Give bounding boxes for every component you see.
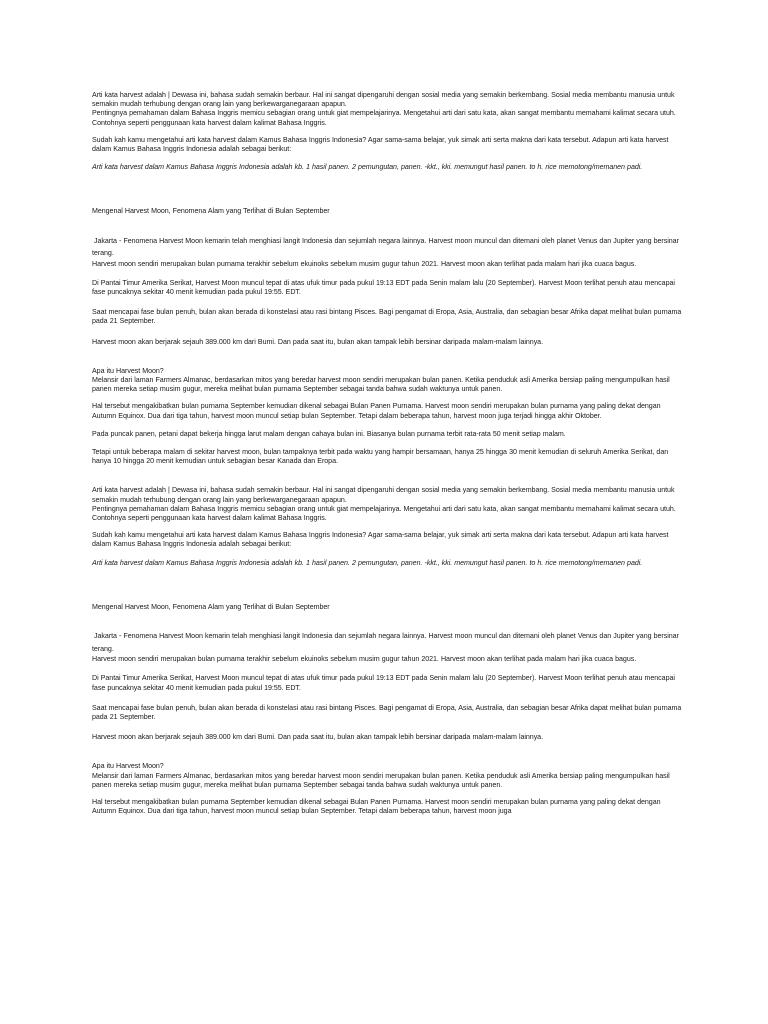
paragraph: Saat mencapai fase bulan penuh, bulan akan berada di konstelasi atau rasi bintang Pisces. Bagi pengamat di Eropa, Asia, Australia, dan sebagian besar Afrika dapat melihat bulan purnama pada 21 September. — [92, 308, 682, 326]
paragraph: Saat mencapai fase bulan penuh, bulan akan berada di konstelasi atau rasi bintang Pisces. Bagi pengamat di Eropa, Asia, Australia, dan sebagian besar Afrika dapat melihat bulan purnama pada 21 September. — [92, 703, 682, 721]
intro-paragraph: Arti kata harvest adalah | Dewasa ini, bahasa sudah semakin berbaur. Hal ini sangat dipengaruhi dengan sosial media yang semakin berkembang. Sosial media membantu manusia untuk semakin mudah terhubung dengan orang lain yang berkewarganegaraan apapun. — [92, 486, 675, 504]
definition-paragraph: Arti kata harvest dalam Kamus Bahasa Inggris Indonesia adalah kb. 1 hasil panen. 2 pemungutan, panen. -kkt., kki. memungut hasil panen. to h. rice memotong/memanen padi. — [92, 558, 643, 567]
article-title: Mengenal Harvest Moon, Fenomena Alam yang Terlihat di Bulan September — [92, 602, 330, 611]
paragraph: Melansir dari laman Farmers Almanac, berdasarkan mitos yang beredar harvest moon sendiri merupakan bulan panen. Ketika penduduk asli Amerika bersiap paling mengumpulkan hasil panen mereka setiap musim gugur, mereka melihat bulan purnama September sebagai tanda bahwa sudah waktunya untuk panen. — [92, 376, 670, 394]
paragraph: Tetapi untuk beberapa malam di sekitar harvest moon, bulan tampaknya terbit pada waktu yang hampir bersamaan, hanya 25 hingga 30 menit kemudian di seluruh Amerika Serikat, dan hanya 10 hingga 20 menit kemudian untuk sebagian besar Kanada dan Eropa. — [92, 448, 669, 466]
paragraph: Pentingnya pemahaman dalam Bahasa Inggris memicu sebagian orang untuk giat mempelajarinya. Mengetahui arti dari satu kata, akan sangat membantu memahami kalimat secara utuh. Contohnya seperti penggunaan kata harvest dalam kalimat Bahasa Inggris. — [92, 504, 676, 523]
paragraph: Harvest moon akan berjarak sejauh 389.000 km dari Bumi. Dan pada saat itu, bulan akan tampak lebih bersinar daripada malam-malam lainnya. — [92, 337, 544, 346]
paragraph: Jakarta - Fenomena Harvest Moon kemarin telah menghiasi langit Indonesia dan sejumlah negara lainnya. Harvest moon muncul dan ditemani oleh planet Venus dan Jupiter yang bersinar terang. — [92, 236, 679, 258]
section-heading: Apa itu Harvest Moon? — [92, 366, 164, 375]
article-title: Mengenal Harvest Moon, Fenomena Alam yang Terlihat di Bulan September — [92, 207, 330, 216]
intro-paragraph: Arti kata harvest adalah | Dewasa ini, bahasa sudah semakin berbaur. Hal ini sangat dipengaruhi dengan sosial media yang semakin berkembang. Sosial media membantu manusia untuk semakin mudah terhubung dengan orang lain yang berkewarganegaraan apapun. — [92, 91, 675, 109]
document-page — [92, 91, 684, 816]
paragraph: Harvest moon sendiri merupakan bulan purnama terakhir sebelum ekuinoks sebelum musim gugur tahun 2021. Harvest moon akan terlihat pada malam hari jika cuaca bagus. — [92, 655, 637, 664]
paragraph: Di Pantai Timur Amerika Serikat, Harvest Moon muncul tepat di atas ufuk timur pada pukul 19:13 EDT pada Senin malam lalu (20 September). Harvest Moon terlihat penuh atau mencapai fase puncaknya sekitar 40 menit kemudian pada pukul 19:55. EDT. — [92, 674, 675, 692]
paragraph: Di Pantai Timur Amerika Serikat, Harvest Moon muncul tepat di atas ufuk timur pada pukul 19:13 EDT pada Senin malam lalu (20 September). Harvest Moon terlihat penuh atau mencapai fase puncaknya sekitar 40 menit kemudian pada pukul 19:55. EDT. — [92, 278, 675, 297]
paragraph: Hal tersebut mengakibatkan bulan purnama September kemudian dikenal sebagai Bulan Panen Purnama. Harvest moon sendiri merupakan bulan purnama yang paling dekat dengan Autumn Equinox. Dua dari tiga tahun, harvest moon muncul setiap bulan September. Tetapi dalam beberapa tahun, harvest moon juga — [92, 797, 661, 816]
paragraph: Hal tersebut mengakibatkan bulan purnama September kemudian dikenal sebagai Bulan Panen Purnama. Harvest moon sendiri merupakan bulan purnama yang paling dekat dengan Autumn Equinox. Dua dari tiga tahun, harvest moon muncul setiap bulan September. Tetapi dalam beberapa tahun, harvest moon juga terjadi hingga akhir Oktober. — [92, 402, 661, 420]
paragraph: Pentingnya pemahaman dalam Bahasa Inggris memicu sebagian orang untuk giat mempelajarinya. Mengetahui arti dari satu kata, akan sangat membantu memahami kalimat secara utuh. Contohnya seperti penggunaan kata harvest dalam kalimat Bahasa Inggris. — [92, 109, 676, 127]
paragraph: Sudah kah kamu mengetahui arti kata harvest dalam Kamus Bahasa Inggris Indonesia? Agar sama-sama belajar, yuk simak arti serta makna dari kata tersebut. Adapun arti kata harvest dalam Kamus Bahasa Inggris Indonesia adalah sebagai berikut: — [92, 531, 669, 549]
paragraph: Sudah kah kamu mengetahui arti kata harvest dalam Kamus Bahasa Inggris Indonesia? Agar sama-sama belajar, yuk simak arti serta makna dari kata tersebut. Adapun arti kata harvest dalam Kamus Bahasa Inggris Indonesia adalah sebagai berikut: — [92, 135, 669, 154]
paragraph: Jakarta - Fenomena Harvest Moon kemarin telah menghiasi langit Indonesia dan sejumlah negara lainnya. Harvest moon muncul dan ditemani oleh planet Venus dan Jupiter yang bersinar terang. — [92, 632, 679, 653]
definition-paragraph: Arti kata harvest dalam Kamus Bahasa Inggris Indonesia adalah kb. 1 hasil panen. 2 pemungutan, panen. -kkt., kki. memungut hasil panen. to h. rice memotong/memanen padi. — [92, 163, 643, 172]
paragraph: Harvest moon akan berjarak sejauh 389.000 km dari Bumi. Dan pada saat itu, bulan akan tampak lebih bersinar daripada malam-malam lainnya. — [92, 733, 544, 742]
paragraph: Harvest moon sendiri merupakan bulan purnama terakhir sebelum ekuinoks sebelum musim gugur tahun 2021. Harvest moon akan terlihat pada malam hari jika cuaca bagus. — [92, 259, 637, 268]
paragraph: Pada puncak panen, petani dapat bekerja hingga larut malam dengan cahaya bulan ini. Biasanya bulan purnama terbit rata-rata 50 menit setiap malam. — [92, 429, 566, 438]
paragraph: Melansir dari laman Farmers Almanac, berdasarkan mitos yang beredar harvest moon sendiri merupakan bulan panen. Ketika penduduk asli Amerika bersiap paling mengumpulkan hasil panen mereka setiap musim gugur, mereka melihat bulan purnama September sebagai tanda bahwa sudah waktunya untuk panen. — [92, 771, 670, 789]
section-heading: Apa itu Harvest Moon? — [92, 762, 164, 771]
